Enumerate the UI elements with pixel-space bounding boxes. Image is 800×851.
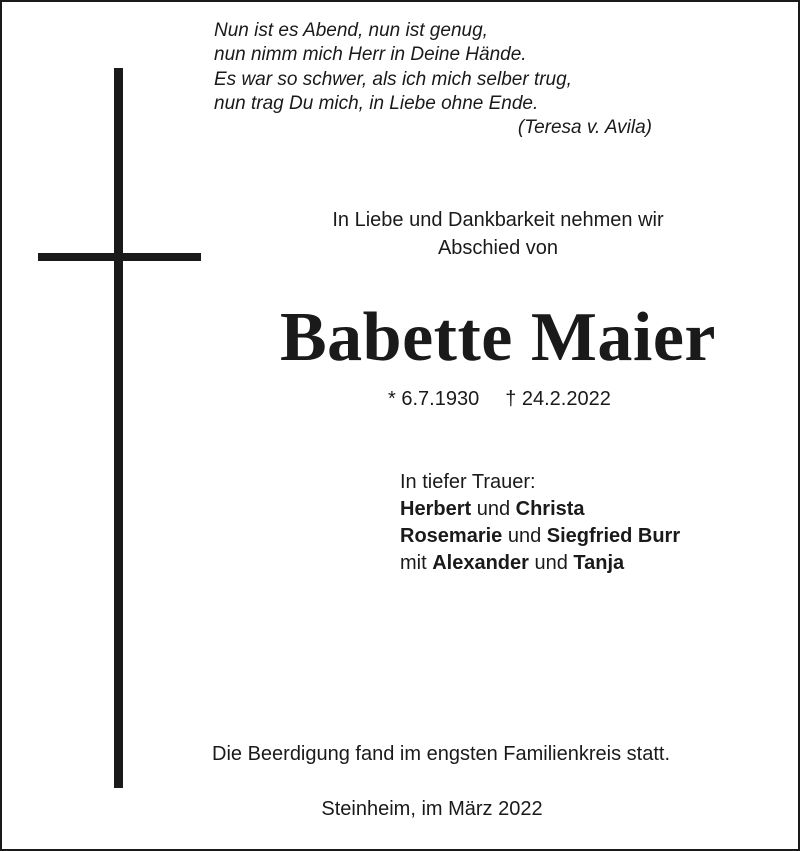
mourner-name: Tanja <box>573 552 625 574</box>
connector-text: und <box>502 525 547 547</box>
poem-line: nun nimm mich Herr in Deine Hände. <box>214 44 527 66</box>
place-and-date: Steinheim, im März 2022 <box>321 798 543 820</box>
intro-line: Abschied von <box>437 237 559 259</box>
funeral-note: Die Beerdigung fand im engsten Familienkreis statt. <box>212 743 671 765</box>
mourner-name: Christa <box>515 498 585 520</box>
connector-text: und <box>528 552 574 574</box>
connector-text: und <box>471 498 516 520</box>
poem-line: nun trag Du mich, in Liebe ohne Ende. <box>214 92 539 114</box>
mourner-row <box>400 550 680 577</box>
cross-horizontal-bar <box>38 253 201 261</box>
mourning-heading: In tiefer Trauer: <box>400 471 536 493</box>
cross-vertical-bar <box>114 68 123 788</box>
mourners-list <box>400 469 680 577</box>
mourner-name: Herbert <box>400 498 472 520</box>
poem <box>214 19 674 140</box>
prefix-text: mit <box>400 552 433 574</box>
deceased-name: Babette Maier <box>279 299 717 376</box>
mourner-row <box>400 523 680 550</box>
intro-line: In Liebe und Dankbarkeit nehmen wir <box>332 209 664 231</box>
poem-line: Nun ist es Abend, nun ist genug, <box>214 20 488 41</box>
death-date: † 24.2.2022 <box>505 388 611 410</box>
mourner-name: Alexander <box>432 552 529 574</box>
poem-line: Es war so schwer, als ich mich selber trug, <box>214 68 572 90</box>
life-dates <box>388 386 611 412</box>
mourner-name: Siegfried Burr <box>546 525 681 547</box>
birth-date: * 6.7.1930 <box>388 388 480 410</box>
poem-attribution: (Teresa v. Avila) <box>517 117 652 139</box>
mourner-name: Rosemarie <box>400 525 503 547</box>
mourner-row <box>400 496 680 523</box>
farewell-intro <box>218 206 778 262</box>
